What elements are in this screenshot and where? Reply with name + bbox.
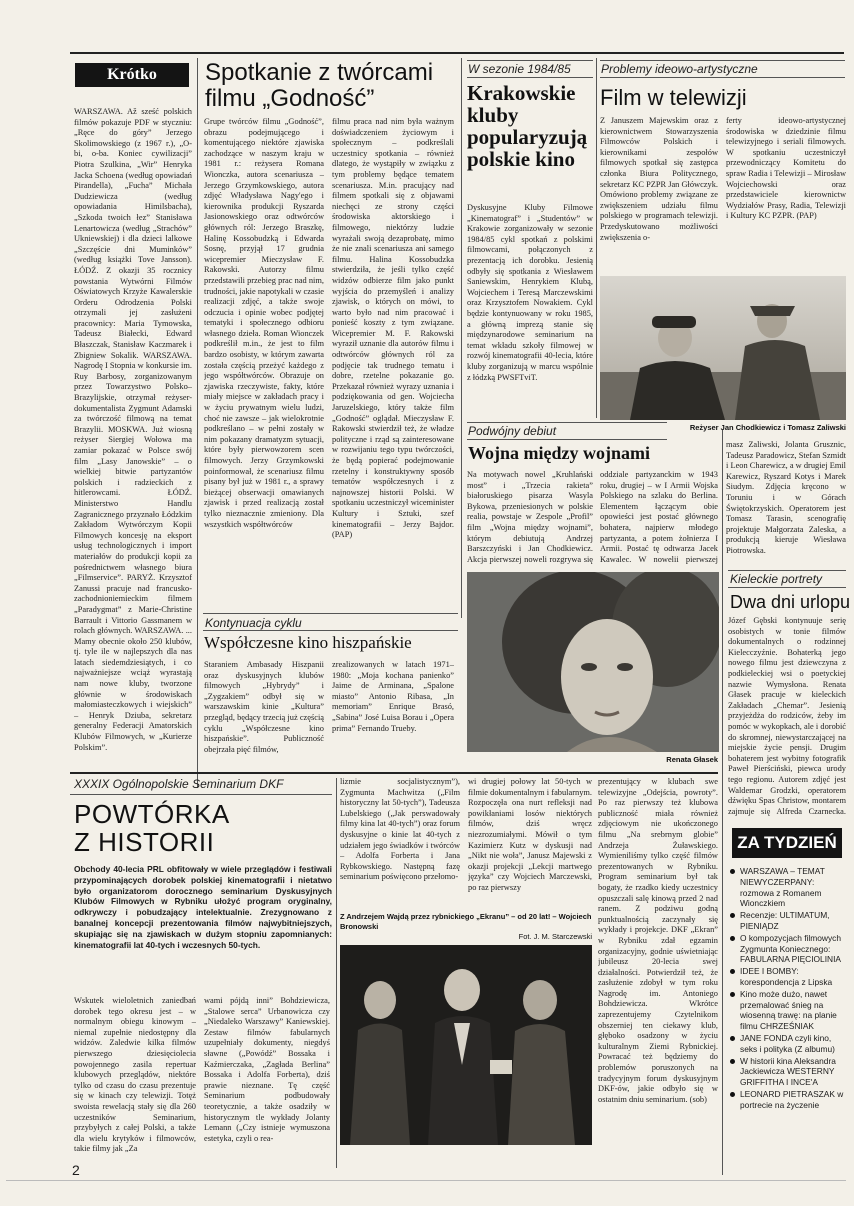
powtorka-col5: prezentujący w klubach swe telewizyjne „Odejścia, powroty”. Po raz pierwszy też klubowa publiczność miała również zdjęciowym nie ukończonego filmu „Na srebrnym globie” Andrzeja Żuławskiego. Wymieniliśmy tylko część filmów prezentowanych w Rybniku. Program seminarium był tak bogaty, że rzadko kiedy uczestnicy opuszczali salę kinową przed 2 nad ranem. Z podziwu godną punktualnością zaczynały się wykłady i projekcje. DKF „Ekran” w Rybniku zdał egzamin organizacyjny, godnie uświetniając jubileusz 20-lecia swej działalności. Potwierdził też, że zasłużenie zdobył w tym roku Nagrodę im. Antoniego Bohdziewicza. Wkrótce zaprezentujemy Czytelnikom obszerniej ten ciekawy klub, głęboko osadzony w życiu kulturalnym Ziemi Rybnickiej. Powracać też będziemy do problemów poruszonych na tradycyjnym forum dyskusyjnym DKF-ów, jakie odbyło się w ostatnim dniu seminarium. (sob) (598, 777, 718, 1104)
page-number: 2 (72, 1162, 80, 1178)
section-rule (70, 794, 332, 795)
powtorka-lead: Obchody 40-lecia PRL obfitowały w wiele przeglądów i festiwali przypominających dorobek polskiej kinematografii i nietatwo było organizatorom dorocznego seminarium Dyskusyjnych Klubów Filmowych w Rybniku ułożyć program oryginalny, odkrywczy i pobudzający intelektualnie. Zrezygnowano z banalnej koncepcji prezentowania filmów najwybitniejszych, skupiając się na zjawiskach w dużym stopniu zapomnianych: kinematografii lat 40-tych i wczesnych 50-tych. (74, 864, 332, 950)
telewizja-kicker: Problemy ideowo-artystyczne (601, 62, 758, 76)
top-rule (70, 52, 844, 54)
dwa-dni-body: Józef Gębski kontynuuje serię osobistych w tonie filmów dokumentalnych o rodzinnej Kielecczyźnie. Bohaterką jego nowego filmu jest dziewczyna z podkieleckiej wsi o poetyckiej nazwie Wymysłona. Renata Głasek pracuje w kieleckich Zakładach „Chemar”. Jesienią przyjeżdża do rodziców, żeby im pomóc w wykopkach, ale i dorobić do skromnej, niewystarczającej na miejskie życie pensji. Drugim bohaterem jest wybitny fotografik Paweł Pierściński, piewca urody tego regionu. Autorem zdjęć jest Waldemar Grodzki, operatorem dźwięku Spas Christow, montarem zajmuje się Alfreda Czarnecka. (728, 616, 846, 816)
section-rule (728, 570, 846, 571)
za-tydzien-list (730, 866, 846, 1156)
za-tydzien-header: ZA TYDZIEŃ (732, 828, 842, 858)
film-still-image (600, 276, 846, 420)
powtorka-col2: wami pójdą inni” Bohdziewicza, „Stalowe serca” Urbanowicza czy „Niedaleko Warszawy” Kaniewskiej. Zestaw filmów fabularnych uzupełniały dokumenty, niegdyś sławne („Powódź” Bossaka i Kaźmierczaka, „Zagłada Berlina” Bossaka i Adolfa Forberta), dziś prawie nieznane. Tę część Seminarium podbudowały teoretycznie, a także osadziły w historycznym tle wykłady Jolanty Lemann („Czy istnieje wymuszona estetyka, czyli o rea- (204, 996, 330, 1143)
list-item: WARSZAWA – TEMAT NIEWYCZERPANY: rozmowa z Romanem Wionczkiem (730, 866, 846, 909)
film-still-photo (600, 276, 846, 420)
godnosc-col1: Grupe twórców filmu „Godność”, obrazu podejmującego i komentującego niektóre zjawiska zachodzące w naszym kraju w 1981 r.: reżysera Romana Wionczka, autora scenariusza – Jerzego Grzymkowskiego, autora zdjęć Władysława Nagy'ego i kierownika produkcji Ryszarda Jasionowskiego oraz odtwórców głównych ról: Jerzego Braszkę, Halinę Kossobudzką i Edwarda Sosnę, przyjął 17 grudnia wicepremier Mieczysław F. Rakowski. Autorzy filmu przedstawili przebieg prac nad nim, trudności, jakie napotykali w czasie realizacji zdjęć, a także swoje odczucia i opinie wobec podjętej tematyki i społecznego odbioru własnego dzieła. Roman Wionczek podkreślił m.in., że jest to film bardzo osobisty, w którym zawarta została częścią przeżyć każdego z jego współtwórców. Obrazuje on zjawiska rzeczywiste, fakty, które miały miejsce w zakładach pracy i w życiu prywatnym wielu ludzi, choć nie zawsze – jak wielokrotnie podkreślano – w pełni zostały w nim pokazany dramatyzm sytuacji, które były pierwowzorem scen filmowych. Jerzy Grzymkowski poinformował, że scenariusz filmu pisany był już w 1981 r., a sprawy bieżącej obserwacji omawianych zjawisk i przed realizacją został tylko nieznacznie zmieniony. Dla wszystkich współtwórców (204, 117, 324, 529)
powtorka-col3: lizmie socjalistycznym”), Zygmunta Machwitza („Film historyczny lat 50-tych”), Tadeusza Lubelskiego („Jak perswadowały filmy kina lat 40-tych”) oraz forum dyskusyjne o kinie lat 40-tych z udziałem jego świadków i twórców – Adolfa Forberta i Jana Rybkowskiego. Następną fazę seminarium poświęcono przełomo- (340, 777, 460, 882)
seminar-photo (340, 945, 592, 1145)
column-divider (197, 58, 198, 788)
section-rule (600, 60, 845, 61)
list-item: O kompozycjach filmowych Zygmunta Koniecznego: FABULARNA PIĘCIOLINIA (730, 933, 846, 965)
krakowskie-kicker: W sezonie 1984/85 (468, 62, 571, 76)
column-divider (461, 58, 462, 618)
list-item: Recenzje: ULTIMATUM, PIENIĄDZ (730, 910, 846, 932)
hiszpanskie-col2: zrealizowanych w latach 1971–1980: „Moja kochana panienko” Jaime de Arminana, „Spalone miasto” Antonio Ribasa, „In memoriam” Enrique Brasó, „Sabina” José Luisa Borau i „Opera prima” Fernando Trueby. (332, 660, 454, 733)
section-rule (467, 60, 593, 61)
list-item: JANE FONDA czyli kino, seks i polityka (Z albumu) (730, 1033, 846, 1055)
krotko-body: WARSZAWA. Až sześć polskich filmów pokazuje PDF w styczniu: „Ręce do góry” Jerzego Skolimowskiego (z 1967 r.), „O-bi, o-ba. Koniec cywilizacji” Piotra Szulkina, „Wir” Henryka Jacka Schoena (według opowiadań Pirandella), „Fucha” Michała Dudziewicza (według opowiadania Himilsbacha), „Szkoda twoich łez” Stanisława Lenartowicza (według „Strachów” Ukniewskiej) i dla dzieci lalkowe „Szczęście dni Muminków” (według książki Tove Jansson). ŁÓDŹ. Z okazji 35 rocznicy powstania Wytwórni Filmów Oświatowych Krzyże Kawalerskie Orderu Odrodzenia Polski otrzymali jej zasłużeni pracownicy: Maria Tymowska, Tadeusz Białecki, Edward Błaszczak, Stanisław Kaczmarek i Zbigniew Sokalik. WARSZAWA. Nagrodę I Stopnia w konkursie im. Ruy Barbosy, zorganizowanym przez Towarzystwo Polsko–Brazylijskie, otrzymał reżyser-dokumentalista Zygmunt Adamski za twórczość filmową na temat Brazylii. MOSKWA. Już wiosną reżyser Siergiej Wołowa ma zamiar pokazać w Polsce swój film „Lasy Janowskie” – o wielkiej bitwie partyzantów polskich i radzieckich z hitlerowcami. ŁÓDŹ. Ministerstwo Handlu Zagranicznego przyznało Łódzkim Zakładom Wytwórczym Kopii Filmowych koncesję na eksport usług technologicznych i import materiałów do produkcji kopii za pośrednictwem własnego biura „Filmservice”. PARYŻ. Krzysztof Zanussi pracuje nad francusko-zachodnioniemieckim filmem „Paradygmat” z Marie-Christine Barrault i Vittorio Gassmanem w rolach głównych. WARSZAWA. ... Mamy obecnie około 250 klubów, tj. tyle ile w najlepszych dla nas latach siedemdziesiątych, i co najważniejsze wciąż wyrastają nam nowe kluby, tworzone głównie w środowiskach małomiasteczkowych i wiejskich” – Henryk Dziuba, sekretarz generalny Federacji Amatorskich Klubów Filmowych, w „Kurierze Polskim”. (74, 107, 192, 752)
column-divider (336, 778, 337, 1168)
powtorka-col1: Wskutek wieloletnich zaniedbań dorobek tego okresu jest – w normalnym obiegu kinowym – niemal zupełnie niedostępny dla widzów. Zaledwie kilka filmów pierwszego dziesięciolecia powojennego zasila repertuar klubowych przeglądów, niektóre tylko od czasu do czasu prezentuje się w kinach czy telewizji. Totęż swoista rewelacją stały się dla 260 uczestników Seminarium, przybyłych z całej Polski, a także dla wielu krytyków i filmowców, takie filmy jak „Za (74, 996, 196, 1154)
wojna-col2: oddziale partyzanckim w 1943 roku, drugiej – w I Armii Wojska Polskiego na szlaku do Berlina. Elementem łączącym obie opowieści jest postać głównego bohatera, najpierw młodego partyzanta, a potem żołnierza I Armii. Postać tę odtwarza Jacek Kawalec. W nowelii pierwszej (600, 470, 718, 564)
section-rule (203, 630, 458, 631)
godnosc-title-line1: Spotkanie z twórcami (205, 59, 434, 86)
portrait-image (467, 572, 719, 752)
list-item: IDEE I BOMBY: korespondencja z Lipska (730, 966, 846, 988)
section-rule (467, 77, 593, 78)
seminar-image (340, 945, 592, 1145)
hiszpanskie-kicker: Kontynuacja cyklu (205, 616, 302, 630)
column-divider (722, 430, 723, 1175)
telewizja-col1: Z Januszem Majewskim oraz z kierownictwem Stowarzyszenia Filmowców Polskich i kierownikami zespołów filmowych spotkał się zastępca członka Biura Politycznego, sekretarz KC PZPR Jan Główczyk. Omówiono problemy związane ze zwiększeniem udziału filmu polskiego w programach telewizji. Przedyskutowano możliwości zwiększenia o- (600, 116, 718, 242)
portrait-photo (467, 572, 719, 752)
list-item: Kino może dużo, nawet przemalować śnieg na wiosenną trawę: na planie filmu CHRZEŚNIAK (730, 989, 846, 1032)
powtorka-photo-caption: Z Andrzejem Wajdą przez rybnickiego „Ekranu” – od 20 lat! – Wojciech Bronowski (340, 912, 592, 931)
powtorka-col4: wi drugiej połowy lat 50-tych w filmie dokumentalnym i fabularnym. Rozpoczęła ona nurt refleksji nad powikłaniami losów niektórych filmów, dziś wręcz niezrozumiałymi. Mówił o tym Kazimierz Kutz w dyskusji nad „Nikt nie woła”, Janusz Majewski z okazji projekcji „Lekcji martwego języka” czy Wojciech Marczewski, po raz pierwszy (468, 777, 592, 892)
section-rule (467, 439, 667, 440)
powtorka-title-line1: POWTÓRKA (74, 799, 230, 829)
powtorka-title-line2: Z HISTORII (74, 827, 215, 857)
powtorka-photo-credit: Fot. J. M. Starczewski (518, 932, 592, 941)
telewizja-photo-caption: Reżyser Jan Chodkiewicz i Tomasz Zaliwski (689, 423, 846, 432)
krotko-header: Krótko (75, 63, 189, 87)
list-item: LEONARD PIETRASZAK w portrecie na życzenie (730, 1089, 846, 1111)
dwa-dni-kicker: Kieleckie portrety (730, 572, 823, 586)
dwa-dni-title: Dwa dni urlopu (730, 592, 851, 612)
krakowskie-body: Dyskusyjne Kluby Filmowe „Kinematograf” i „Studentów” w Krakowie zorganizowały w sezonie 1984/85 cykl spotkań z polskimi filmowcami, połączonych z prezentacją ich dorobku. Jesienią odbyły się spotkania z Wiesławem Saniewskim, Henrykiem Klubą, Wojciechem i Teresą Marczewskimi oraz Krzysztofem Nowakiem. Cykl będzie kontynuowany w roku 1985, a główną imprezą stanie się międzynarodowe seminarium na temat wkładu szkoły filmowej w rozwój kinematografii 40-lecia, które kluby zorganizują w marcu wspólnie z łódzką PWSFTviT. (467, 203, 593, 382)
section-rule (70, 772, 718, 774)
hiszpanskie-title: Współczesne kino hiszpańskie (204, 633, 412, 652)
krakowskie-title: Krakowskie kluby popularyzują polskie kino (467, 81, 588, 171)
section-rule (600, 77, 845, 78)
section-rule (203, 613, 458, 614)
telewizja-title: Film w telewizji (600, 85, 747, 110)
hiszpanskie-col1: Staraniem Ambasady Hiszpanii oraz dyskusyjnych klubów filmowych „Hybrydy” i „Zygzakiem” odbył się w warszawskim kinie „Kultura” przegląd, będący trzecią już częścią cyklu „Współczesne kino hiszpańskie”. Publiczność obejrzała pięć filmów, (204, 660, 324, 754)
section-rule (728, 587, 846, 588)
column-divider (596, 58, 597, 418)
list-item: W historii kina Aleksandra Jackiewicza WESTERNY GRIFFITHA I INCE'A (730, 1056, 846, 1088)
portrait-caption: Renata Głasek (666, 755, 718, 764)
wojna-title: Wojna między wojnami (468, 443, 650, 463)
bottom-edge (6, 1180, 846, 1181)
godnosc-title-line2: filmu „Godność” (205, 85, 375, 112)
wojna-cast: masz Zaliwski, Jolanta Grusznic, Tadeusz Paradowicz, Stefan Szmidt i Leon Charewicz, a w drugiej Emil Karewicz, Ryszard Kotys i Marek Siudym. Zdjęcia kręcono w Toruniu i w Górach Świętokrzyskich. Operatorem jest Tomasz Tarasin, scenografię projektuje Małgorzata Zaleska, a produkcją kieruje Wiesława Piotrowska. (726, 440, 846, 555)
godnosc-col2: filmu praca nad nim była ważnym doświadczeniem życiowym i społecznym – podkreślali uczestnicy spotkania – również dlatego, że wystąpiły w związku z tym problemy będące tematem scenariusza. M.in. pracujący nad filmem spotkali się z objawami niechęci ze strony części środowiska aktorskiego i filmowego, niektórzy ludzie wyrażali swoją dezaprobatę, mimo że nie znali scenariusza ani samego filmu. Halina Kossobudzka stwierdziła, że jeśli tylko część widzów odbierze film jako punkt wyjścia do przemyśleń i analizy zjawisk, o których on mówi, to warto było nad nim pracować i ponieść koszty z tym związane. Wicepremier M. F. Rakowski wyraził uznanie dla autorów filmu i odtwórców głównych ról za podjęcie tak trudnego tematu i dobre, rzetelne pokazanie go. Przekazał również wyrazy uznania i podziękowania od gen. Wojciecha Jaruzelskiego, który także film „Godność” oglądał. Mieczysław F. Rakowski stwierdził też, że władze polityczne i rząd są zainteresowane w rozwijaniu tego typu twórczości, że będą popierać podejmowanie rzetelny i konstruktywny sposób tematów współczesnych i z najnowszej historii Polski. W spotkaniu uczestniczył wiceminister Kultury i Sztuki, szef kinematografii – Jerzy Bajdor. (PAP) (332, 117, 454, 540)
wojna-col1: Na motywach nowel „Kruhlański most” i „Trzecia rakieta” białoruskiego pisarza Wasyla Bykowa, przeniesionych w polskie realia, powstaje w Zespole „Profil” film „Wojna między wojnami”, którym debiutują Andrzej Barszczyński i Jan Chodkiewicz. Akcja pierwszej noweli rozgrywa się (467, 470, 593, 564)
powtorka-kicker: XXXIX Ogólnopolskie Seminarium DKF (74, 777, 284, 791)
section-rule (467, 422, 667, 423)
wojna-kicker: Podwójny debiut (468, 424, 557, 438)
telewizja-col2: ferty ideowo-artystycznej środowiska w dziedzinie filmu telewizyjnego i seriali filmowych. W spotkaniu uczestniczył przewodniczący Komitetu do spraw Radia i Telewizji – Mirosław Wojciechowski oraz przedstawiciele kierownictw Wydziałów Prasy, Radia, Telewizji i Kultury KC PZPR. (PAP) (726, 116, 846, 221)
